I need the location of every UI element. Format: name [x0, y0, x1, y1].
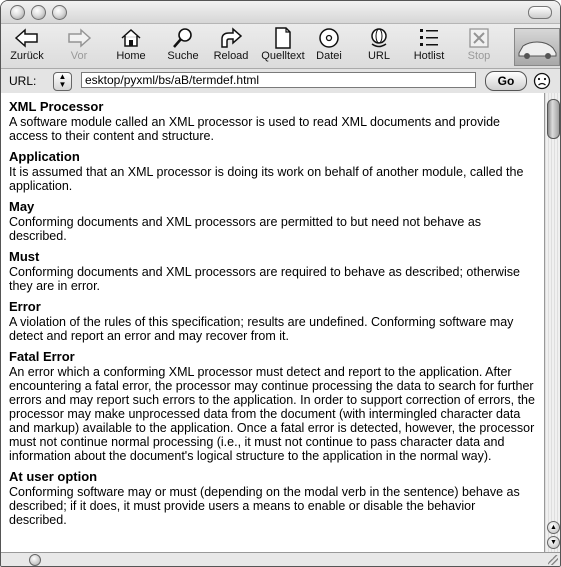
source-button-label: Quelltext — [261, 50, 305, 62]
glossary-entry — [1, 149, 544, 193]
forward-button[interactable] — [53, 27, 105, 67]
vertical-scrollbar[interactable] — [544, 93, 561, 552]
minimize-window-button[interactable] — [31, 5, 46, 20]
hotlist-button[interactable] — [403, 27, 455, 67]
term-title: Error — [9, 299, 41, 314]
search-button-label: Suche — [167, 50, 199, 62]
glossary-entry — [1, 349, 544, 463]
term-definition: Conforming documents and XML processors are required to behave as described; otherwise they are in error. — [9, 265, 520, 293]
source-button[interactable] — [257, 27, 309, 67]
car-thumbnail-icon[interactable] — [514, 28, 560, 66]
go-button[interactable]: Go — [485, 71, 527, 91]
reload-icon — [216, 27, 246, 49]
url-label: URL: — [9, 74, 37, 88]
term-title: XML Processor — [9, 99, 104, 114]
reload-button-label: Reload — [213, 50, 249, 62]
home-button-label: Home — [116, 50, 146, 62]
title-bar[interactable] — [1, 1, 560, 24]
glossary-entry — [1, 99, 544, 143]
url-button[interactable] — [353, 27, 405, 67]
close-window-button[interactable] — [10, 5, 25, 20]
status-bar — [1, 552, 560, 567]
stop-icon — [464, 27, 494, 49]
toolbar — [1, 24, 560, 69]
term-definition: A software module called an XML processor is used to read XML documents and provide access to their content and structure. — [9, 115, 501, 143]
scroll-up-arrow-icon[interactable]: ▲ — [547, 521, 560, 534]
page-content — [1, 93, 544, 552]
zoom-window-button[interactable] — [52, 5, 67, 20]
url-input[interactable] — [81, 72, 476, 88]
term-title: Application — [9, 149, 80, 164]
term-title: Fatal Error — [9, 349, 75, 364]
home-icon — [116, 27, 146, 49]
list-icon — [414, 27, 444, 49]
smiley-status-icon — [533, 72, 551, 90]
scrollbar-thumb[interactable] — [547, 99, 560, 139]
back-arrow-icon — [12, 27, 42, 49]
source-document-icon — [268, 27, 298, 49]
stop-button[interactable] — [453, 27, 505, 67]
term-title: May — [9, 199, 35, 214]
forward-button-label: Vor — [70, 50, 88, 62]
term-definition: Conforming documents and XML processors are permitted to but need not behave as described. — [9, 215, 482, 243]
stop-button-label: Stop — [467, 50, 491, 62]
search-icon — [168, 27, 198, 49]
search-button[interactable] — [157, 27, 209, 67]
term-title: Must — [9, 249, 40, 264]
globe-icon — [364, 27, 394, 49]
resize-grip-icon[interactable] — [548, 555, 558, 565]
term-definition: A violation of the rules of this specification; results are undefined. Conforming software may detect and report an error and may recover from it. — [9, 315, 514, 343]
term-definition: It is assumed that an XML processor is doing its work on behalf of another module, called the application. — [9, 165, 524, 193]
file-button-label: Datei — [316, 50, 342, 62]
back-button[interactable] — [1, 27, 53, 67]
term-title: At user option — [9, 469, 98, 484]
glossary-entry — [1, 299, 544, 343]
reload-button[interactable] — [205, 27, 257, 67]
glossary-entry — [1, 249, 544, 293]
term-definition: Conforming software may or must (depending on the modal verb in the sentence) behave as described; if it does, it must provide users a means to enable or disable the behavior described. — [9, 485, 520, 527]
disk-icon — [314, 27, 344, 49]
hotlist-button-label: Hotlist — [413, 50, 445, 62]
home-button[interactable] — [105, 27, 157, 67]
term-definition: An error which a conforming XML processor must detect and report to the application. After encountering a fatal error, the processor may continue processing the data to search for further errors and may report such errors to the application. In order to support correction of errors, the processor may make unprocessed data from the document (with intermingled character data and markup) available to the application. Once a fatal error is detected, however, the processor must not continue normal processing (i.e., it must not continue to pass character data and information about the document's logical structure to the application in the normal way). — [9, 365, 535, 463]
horizontal-scroll-knob[interactable] — [29, 554, 41, 566]
url-button-label: URL — [367, 50, 390, 62]
url-bar — [1, 69, 560, 94]
url-history-stepper[interactable]: ▲ ▼ — [53, 72, 72, 91]
glossary-entry — [1, 469, 544, 527]
back-button-label: Zurück — [10, 50, 44, 62]
glossary-entry — [1, 199, 544, 243]
scroll-down-arrow-icon[interactable]: ▼ — [547, 536, 560, 549]
file-button[interactable] — [303, 27, 355, 67]
forward-arrow-icon — [64, 27, 94, 49]
toolbar-toggle-button[interactable] — [528, 6, 552, 19]
